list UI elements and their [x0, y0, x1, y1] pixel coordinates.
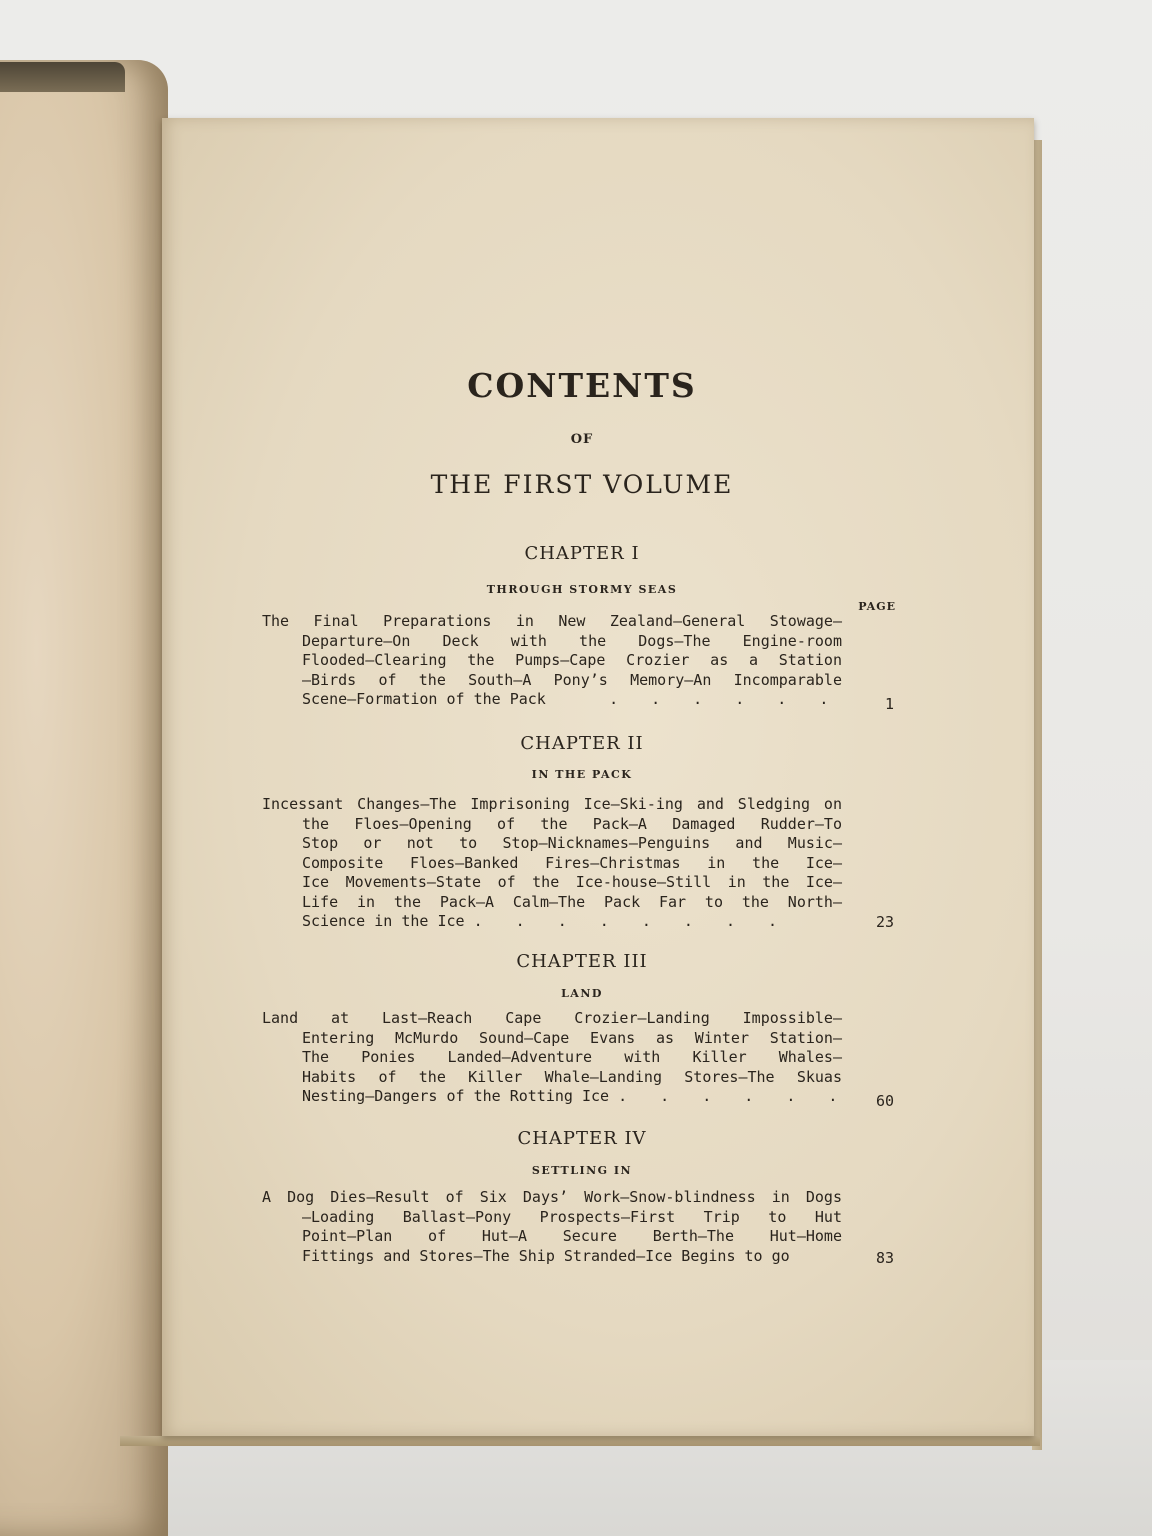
summary-line-text: Scene—Formation of the Pack	[302, 690, 546, 708]
summary-line: Flooded—Clearing the Pumps—Cape Crozier as a Station	[302, 651, 842, 669]
chapter-subtitle: IN THE PACK	[531, 768, 633, 781]
page-number: 60	[875, 1092, 894, 1110]
chapter-heading: CHAPTER II	[520, 733, 644, 754]
page-number: 83	[875, 1249, 894, 1267]
summary-line: Incessant Changes—The Imprisoning Ice—Ski-ing and Sledging on	[262, 795, 842, 813]
summary-line: Ice Movements—State of the Ice-house—Still in the Ice—	[302, 873, 842, 891]
summary-line: Habits of the Killer Whale—Landing Stores—The Skuas	[302, 1067, 842, 1086]
page-column-label: PAGE	[858, 600, 896, 613]
summary-line	[262, 912, 842, 932]
summary-line	[262, 690, 842, 710]
summary-line: Entering McMurdo Sound—Cape Evans as Winter Station—	[302, 1028, 842, 1047]
book-cover-edge	[0, 62, 125, 92]
chapter-subtitle: THROUGH STORMY SEAS	[486, 583, 678, 596]
chapter-summary	[262, 1188, 842, 1266]
summary-line-text: Science in the Ice	[302, 912, 465, 930]
summary-line: —Loading Ballast—Pony Prospects—First Trip to Hut	[302, 1207, 842, 1226]
chapter-summary	[262, 612, 842, 710]
facing-left-page	[0, 60, 168, 1536]
summary-line	[262, 1087, 850, 1107]
summary-line: A Dog Dies—Result of Six Days’ Work—Snow-blindness in Dogs	[262, 1188, 842, 1206]
summary-line: The Final Preparations in New Zealand—General Stowage—	[262, 612, 842, 630]
summary-line: Fittings and Stores—The Ship Stranded—Ice Begins to go	[302, 1246, 790, 1265]
chapter-subtitle: LAND	[561, 987, 603, 1000]
chapter-heading: CHAPTER I	[524, 543, 640, 564]
leader-dots: . . . . . . . .	[473, 912, 790, 930]
summary-line: the Floes—Opening of the Pack—A Damaged Rudder—To	[302, 814, 842, 833]
chapter-heading: CHAPTER IV	[517, 1128, 647, 1149]
volume-title: THE FIRST VOLUME	[430, 470, 734, 499]
book-bottom-edge	[120, 1436, 1040, 1446]
summary-line: Life in the Pack—A Calm—The Pack Far to the North—	[302, 892, 842, 911]
summary-line: The Ponies Landed—Adventure with Killer Whales—	[302, 1048, 842, 1066]
summary-line-text: Nesting—Dangers of the Rotting Ice	[302, 1087, 610, 1105]
chapter-subtitle: SETTLING IN	[531, 1164, 633, 1177]
summary-line: Departure—On Deck with the Dogs—The Engine-room	[302, 631, 842, 650]
summary-line: Stop or not to Stop—Nicknames—Penguins and Music—	[302, 834, 842, 852]
summary-line: Point—Plan of Hut—A Secure Berth—The Hut—Home	[302, 1227, 842, 1245]
summary-line: Composite Floes—Banked Fires—Christmas in the Ice—	[302, 853, 842, 872]
page-title: CONTENTS	[467, 366, 697, 405]
chapter-summary	[262, 795, 842, 932]
leader-dots: . . . . . .	[618, 1087, 850, 1105]
summary-line: Land at Last—Reach Cape Crozier—Landing Impossible—	[262, 1009, 842, 1027]
chapter-heading: CHAPTER III	[516, 951, 648, 972]
title-of: OF	[570, 432, 594, 447]
summary-line: —Birds of the South—A Pony’s Memory—An Incomparable	[302, 670, 842, 689]
chapter-summary	[262, 1009, 850, 1107]
leader-dots: . . . . . .	[609, 690, 841, 708]
page-number: 23	[875, 913, 894, 931]
page-number: 1	[884, 695, 894, 713]
